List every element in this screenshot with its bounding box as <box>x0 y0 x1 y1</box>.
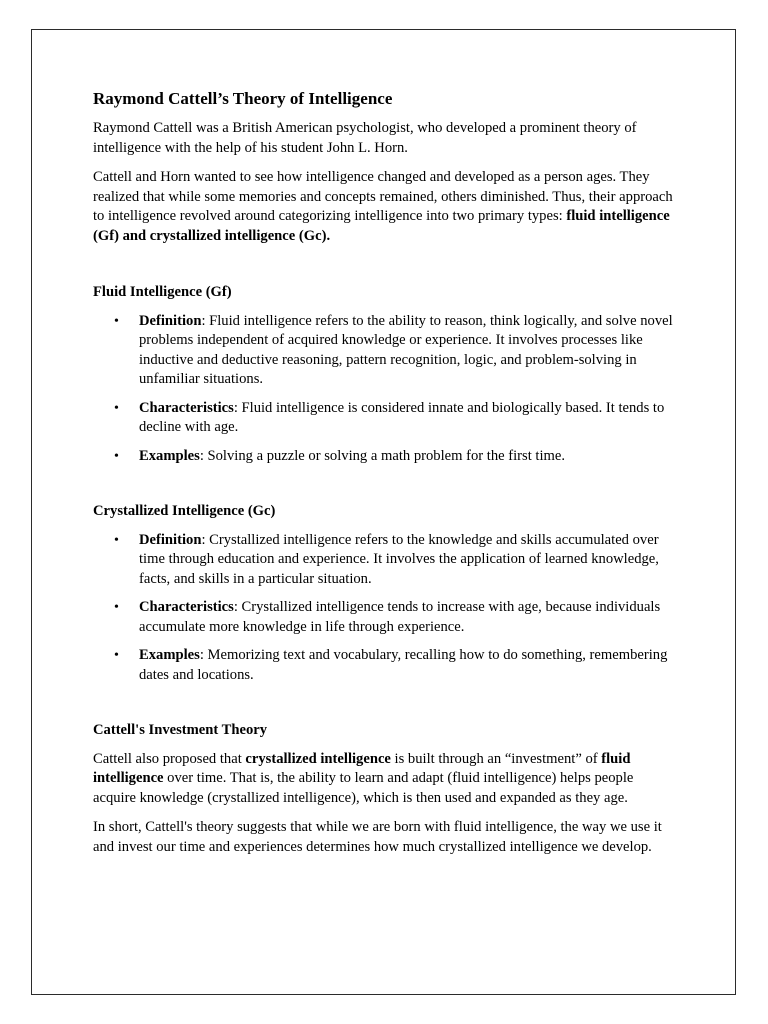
investment-paragraph-1 <box>93 750 673 809</box>
intro-paragraph-2-bold: fluid intelligence (Gf) and crystallized intelligence (Gc). <box>93 208 670 244</box>
investment-paragraph-2: In short, Cattell's theory suggests that while we are born with fluid intelligence, the way we use it and invest our time and experiences determines how much crystallized intelligence we develop. <box>93 819 662 855</box>
item-text: : Crystallized intelligence tends to increase with age, because individuals accumulate more knowledge in life through experience. <box>139 599 661 635</box>
bullet-icon: • <box>114 400 119 416</box>
list-item <box>93 399 673 438</box>
investment-text-c: is built through an “investment” of <box>390 750 602 767</box>
item-label: Characteristics <box>139 599 234 615</box>
list-item <box>93 598 673 637</box>
investment-bold-crystallized: crystallized intelligence <box>245 750 391 767</box>
list-item <box>93 646 673 685</box>
document-content <box>93 88 673 867</box>
item-label: Characteristics <box>139 399 234 416</box>
item-label: Examples <box>139 447 200 464</box>
item-text: : Crystallized intelligence refers to the knowledge and skills accumulated over time through education and experience. It involves the application of learned knowledge, facts, and skills in a particular situation. <box>139 531 659 587</box>
bullet-icon: • <box>114 600 119 615</box>
item-text: : Fluid intelligence refers to the ability to reason, think logically, and solve novel problems independent of acquired knowledge or experience. It involves processes like inductive and deductive reasoning, pattern recognition, logic, and problem-solving in unfamiliar situations. <box>139 312 673 387</box>
item-label: Definition <box>139 531 202 548</box>
item-text: : Fluid intelligence is considered innate and biologically based. It tends to decline with age. <box>139 399 665 435</box>
item-text: : Memorizing text and vocabulary, recalling how to do something, remembering dates and locations. <box>139 647 668 683</box>
investment-heading: Cattell's Investment Theory <box>93 722 268 738</box>
item-label: Examples <box>139 647 200 663</box>
document-title: Raymond Cattell’s Theory of Intelligence <box>93 89 393 108</box>
bullet-icon: • <box>114 448 119 464</box>
list-item <box>93 531 673 590</box>
investment-bold-fluid: fluid intelligence <box>93 750 631 786</box>
item-label: Definition <box>139 312 202 329</box>
bullet-icon: • <box>114 648 119 663</box>
item-text: : Solving a puzzle or solving a math problem for the first time. <box>199 447 565 464</box>
document-page <box>31 29 736 995</box>
intro-paragraph-1: Raymond Cattell was a British American psychologist, who developed a prominent theory of intelligence with the help of his student John L. Horn. <box>93 120 637 156</box>
intro-paragraph-2 <box>93 168 673 246</box>
bullet-icon: • <box>114 532 119 548</box>
investment-text-a: Cattell also proposed that <box>93 750 246 767</box>
list-item <box>93 312 673 390</box>
list-item <box>93 447 673 467</box>
intro-paragraph-2-text: Cattell and Horn wanted to see how intelligence changed and developed as a person ages. They realized that while some memories and concepts remained, others diminished. Thus, their approach to intelligence revolved around categorizing intelligence into two primary types: <box>93 169 673 224</box>
fluid-heading: Fluid Intelligence (Gf) <box>93 284 232 300</box>
crystallized-list <box>93 531 673 686</box>
bullet-icon: • <box>114 313 119 329</box>
fluid-list <box>93 312 673 467</box>
crystallized-heading: Crystallized Intelligence (Gc) <box>93 503 276 519</box>
investment-text-e: over time. That is, the ability to learn and adapt (fluid intelligence) helps people acquire knowledge (crystallized intelligence), which is then used and expanded as they age. <box>93 770 634 806</box>
